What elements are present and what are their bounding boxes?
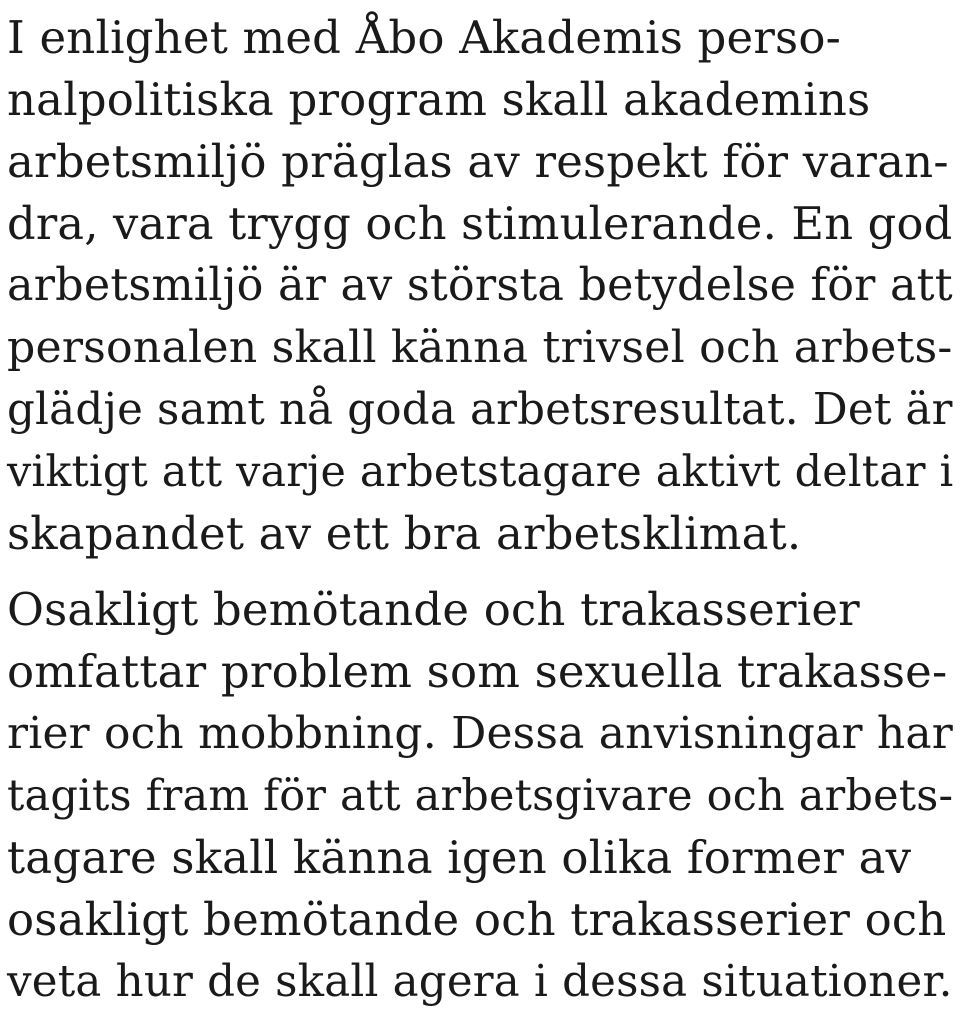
text-line: viktigt att varje arbetstagare aktivt deltar i (7, 447, 954, 497)
text-line: veta hur de skall agera i dessa situationer. (7, 957, 953, 1007)
text-line: dra, vara trygg och stimulerande. En god (7, 197, 953, 250)
text-line: tagare skall känna igen olika former av (7, 831, 912, 884)
text-line: osakligt bemötande och trakasserier och (7, 893, 947, 946)
text-line: arbetsmiljö präglas av respekt för varan- (7, 135, 949, 188)
text-line: skapandet av ett bra arbetsklimat. (7, 507, 802, 560)
text-line: rier och mobbning. Dessa anvisningar har (7, 708, 953, 759)
text-line: tagits fram för att arbetsgivare och arbets- (7, 771, 954, 821)
text-line: Osakligt bemötande och trakasserier (7, 583, 860, 636)
text-line: nalpolitiska program skall akademins (7, 73, 871, 126)
text-line: omfattar problem som sexuella trakasse- (7, 645, 948, 698)
text-line: glädje samt nå goda arbetsresultat. Det är (7, 385, 953, 435)
text-line: arbetsmiljö är av största betydelse för att (7, 260, 953, 311)
text-line: I enlighet med Åbo Akademis perso- (7, 11, 842, 64)
text-line: personalen skall känna trivsel och arbets- (7, 322, 953, 373)
